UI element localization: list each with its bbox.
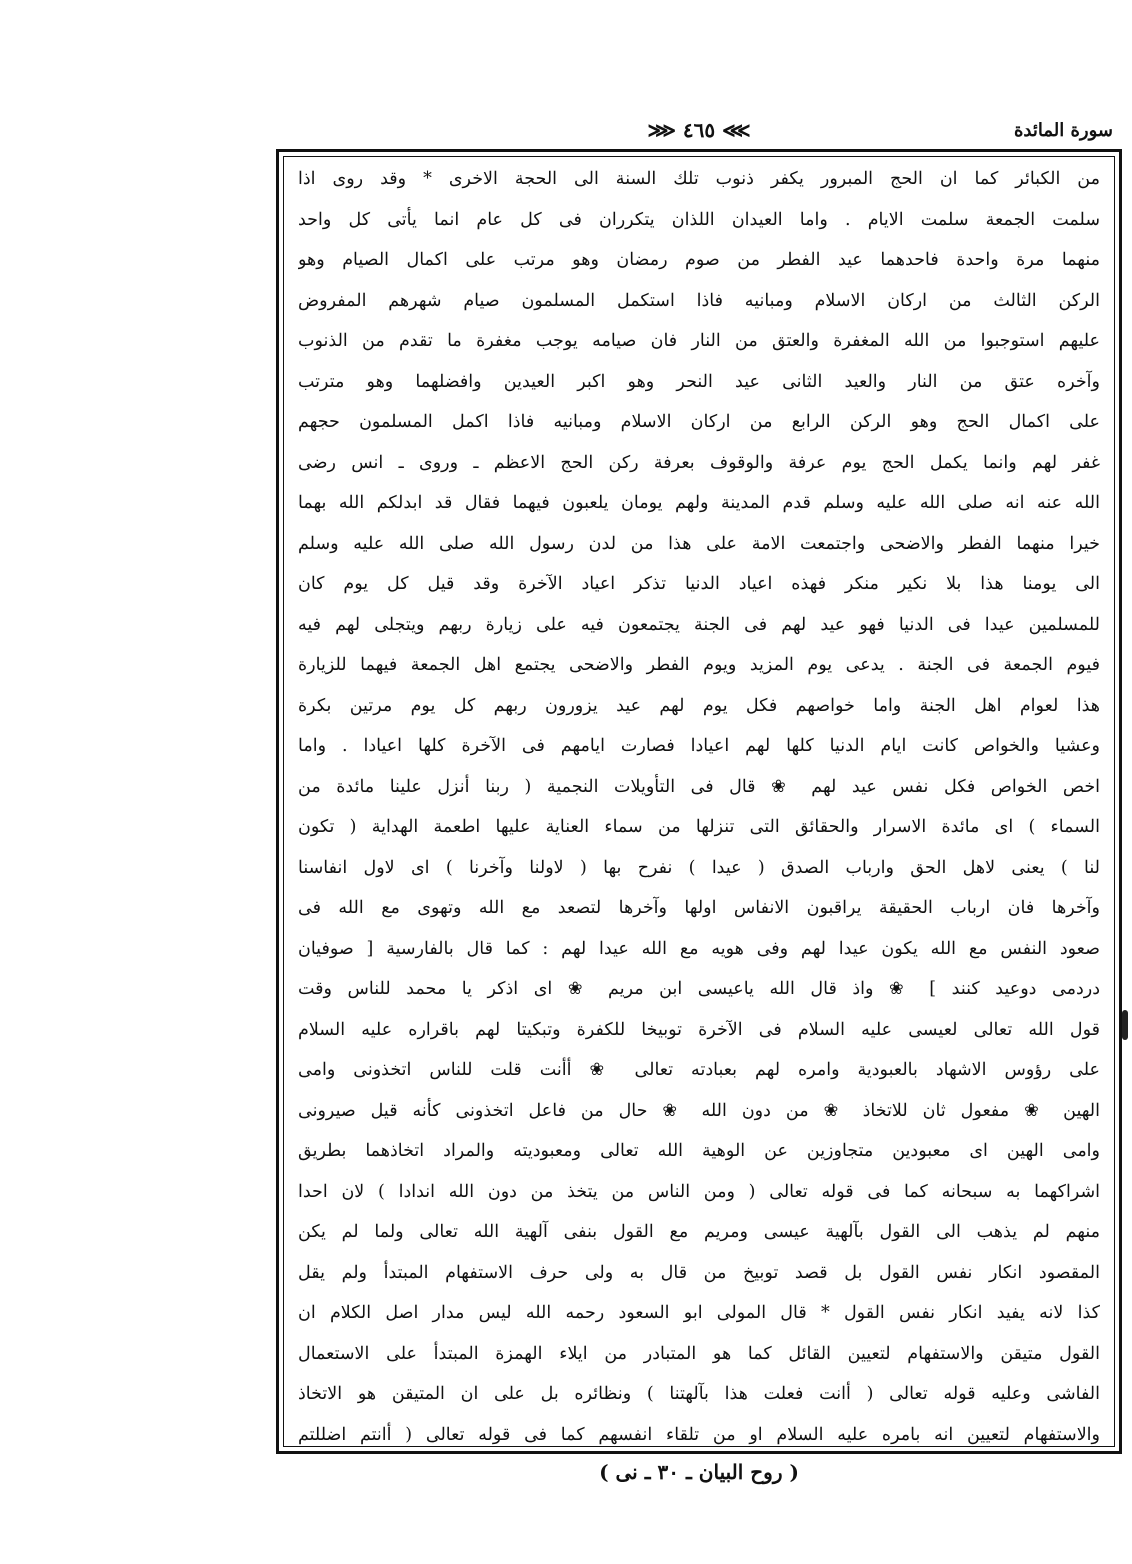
page-number: ٤٦٥: [682, 118, 716, 142]
ornament-right: ⋘: [722, 118, 751, 142]
ornament-left: ⋙: [647, 118, 676, 142]
text-line: الله عنه انه صلى الله عليه وسلم قدم المدينة ولهم يومان يلعبون فيهما فقال قد ابدلكم الله بهما: [298, 493, 1100, 513]
text-line: غفر لهم وانما يكمل الحج يوم عرفة والوقوف بعرفة ركن الحج الاعظم ـ وروى ـ انس رضى: [298, 452, 1100, 473]
running-title: سورة المائدة: [1013, 120, 1113, 141]
text-line: الى يومنا هذا بلا نكير منكر فهذه اعياد الدنيا تذكر اعياد الآخرة وقد قيل كل يوم كان: [298, 574, 1100, 594]
text-line: السماء ) اى مائدة الاسرار والحقائق التى تنزلها من سماء العناية عليها اطعمة الهداية ( تكون: [298, 817, 1100, 837]
text-line: صعود النفس مع الله يكون عيدا لهم وفى هويه مع الله عيدا لهم : كما قال بالفارسية [ صوفيان: [298, 938, 1100, 959]
text-line: دردمى دوعيد كنند ] ❀ واذ قال الله ياعيسى ابن مريم ❀ اى اذكر يا محمد للناس وقت: [298, 979, 1100, 999]
footer-signature: ( روح البيان ـ ٣٠ ـ نى ): [599, 1460, 799, 1484]
text-line: للمسلمين عيدا فى الدنيا فهو عيد لهم فى الجنة يجتمعون فيه على زيارة ربهم ويتجلى لهم فيه: [298, 614, 1100, 635]
text-line: فيوم الجمعة فى الجنة . يدعى يوم المزيد ويوم الفطر والاضحى يجتمع اهل الجمعة فيهما للزيارة: [298, 655, 1100, 675]
text-frame: [276, 149, 1122, 1454]
text-line: منهما مرة واحدة فاحدهما عيد الفطر من صوم رمضان وهو مرتب على اكمال الصيام وهو: [298, 250, 1100, 270]
text-line: كذا لانه يفيد انكار نفس القول * قال المولى ابو السعود رحمه الله ليس مدار اصل الكلام ان: [298, 1303, 1100, 1323]
text-line: الهين ❀ مفعول ثان للاتخاذ ❀ من دون الله ❀ حال من فاعل اتخذونى كأنه قيل صيرونى: [298, 1100, 1100, 1121]
page-number-block: [283, 118, 1115, 142]
text-line: القول متيقن والاستفهام لتعيين القائل كما هو المتبادر من ايلاء الهمزة المبتدأ على الاستعمال: [298, 1343, 1100, 1364]
text-line: قول الله تعالى لعيسى عليه السلام فى الآخرة توبيخا للكفرة وتبكيتا لهم باقراره عليه السلام: [298, 1019, 1100, 1040]
text-line: سلمت الجمعة سلمت الايام . واما العيدان اللذان يتكرران فى كل عام انما يأتى كل واحد: [298, 209, 1100, 230]
text-line: منهم لم يذهب الى القول بآلهية عيسى ومريم مع القول بنفى آلهية الله تعالى ولما لم يكن: [298, 1222, 1100, 1242]
text-line: عليهم استوجبوا من الله المغفرة والعتق من النار فان صيامه يوجب مغفرة ما تقدم من الذنوب: [298, 331, 1100, 351]
text-line: وآخرها فان ارباب الحقيقة يراقبون الانفاس اولها وآخرها لتصعد مع الله وتهوى مع الله فى: [298, 898, 1100, 918]
text-frame-inner: [283, 156, 1115, 1447]
text-line: اشراكهما به سبحانه كما فى قوله تعالى ( ومن الناس من يتخذ من دون الله اندادا ) لان احدا: [298, 1181, 1100, 1202]
page-header: [283, 118, 1115, 148]
text-line: اخص الخواص فكل نفس عيد لهم ❀ قال فى التأويلات النجمية ( ربنا أنزل علينا مائدة من: [298, 776, 1100, 797]
text-line: وآخره عتق من النار والعيد الثانى عيد النحر وهو اكبر العيدين وافضلهما وهو مترتب: [298, 371, 1100, 392]
text-line: وامى الهين اى معبودين متجاوزين عن الوهية الله تعالى ومعبوديته والمراد اتخاذهما بطريق: [298, 1141, 1100, 1161]
text-line: المقصود انكار نفس القول بل قصد توبيخ من قال به ولى حرف الاستفهام المبتدأ ولم يقل: [298, 1262, 1100, 1283]
body-text: [284, 157, 1114, 1447]
text-line: على رؤوس الاشهاد بالعبودية وامره لهم بعبادته تعالى ❀ أأنت قلت للناس اتخذونى وامى: [298, 1060, 1100, 1080]
text-line: من الكبائر كما ان الحج المبرور يكفر ذنوب تلك السنة الى الحجة الاخرى * وقد روى اذا: [298, 169, 1100, 189]
text-line: خيرا منهما الفطر والاضحى واجتمعت الامة على هذا من لدن رسول الله صلى الله عليه وسلم: [298, 533, 1100, 554]
text-line: على اكمال الحج وهو الركن الرابع من اركان الاسلام ومبانيه فاذا اكمل المسلمون حجهم: [298, 412, 1100, 432]
text-line: لنا ) يعنى لاهل الحق وارباب الصدق ( عيدا ) نفرح بها ( لاولنا وآخرنا ) اى لاول انفاسنا: [298, 857, 1100, 878]
text-line: الفاشى وعليه قوله تعالى ( أانت فعلت هذا بآلهتنا ) ونظائره بل على ان المتيقن هو الاتخاذ: [298, 1384, 1100, 1404]
text-line: والاستفهام لتعيين انه بامره عليه السلام او من تلقاء انفسهم كما فى قوله تعالى ( أانتم اضللتم: [298, 1424, 1100, 1445]
scan-edge-mark: [1122, 1010, 1128, 1040]
text-line: وعشيا والخواص كانت ايام الدنيا كلها لهم اعيادا فصارت ايامهم فى الآخرة كلها اعيادا . واما: [298, 736, 1100, 756]
text-line: الركن الثالث من اركان الاسلام ومبانيه فاذا استكمل المسلمون صيام شهرهم المفروض: [298, 290, 1100, 311]
text-line: هذا لعوام اهل الجنة واما خواصهم فكل يوم لهم عيد يزورون ربهم كل يوم مرتين بكرة: [298, 695, 1100, 716]
